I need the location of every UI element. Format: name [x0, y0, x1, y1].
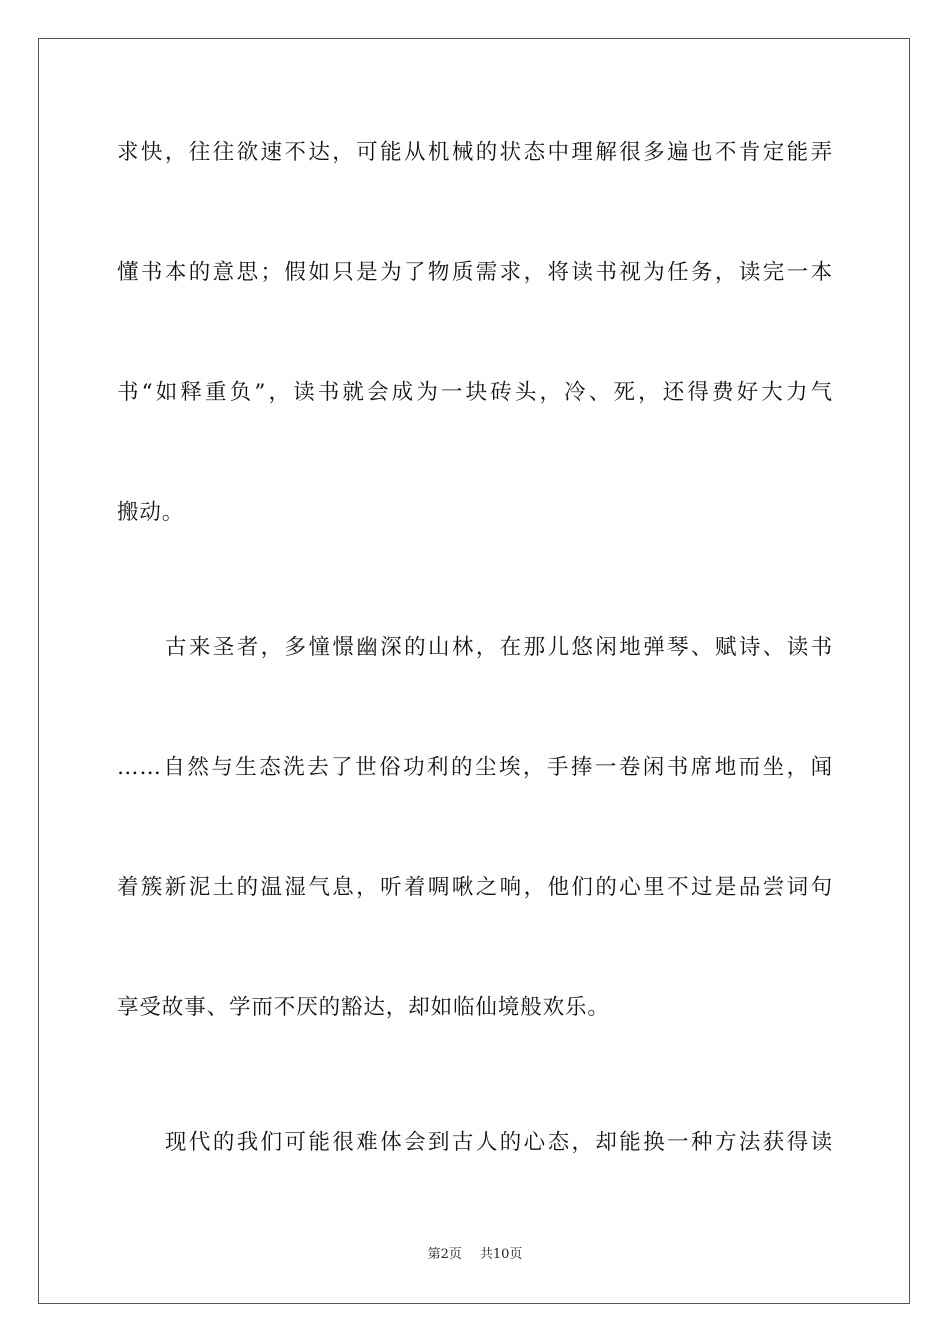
text-line: 搬动。 — [117, 500, 185, 525]
text-line: 现代的我们可能很难体会到古人的心态，却能换一种方法获得读 — [165, 1130, 833, 1155]
text-line: 古来圣者，多憧憬幽深的山林，在那儿悠闲地弹琴、赋诗、读书 — [165, 635, 833, 660]
text-line: 着簇新泥土的温湿气息，听着啁啾之响，他们的心里不过是品尝词句 — [117, 875, 833, 900]
text-line: 享受故事、学而不厌的豁达，却如临仙境般欢乐。 — [117, 995, 610, 1020]
page-number: 第2页 — [427, 1247, 462, 1262]
page-footer — [0, 1246, 950, 1264]
page-border — [38, 38, 910, 1304]
page-total: 共10页 — [479, 1247, 523, 1262]
text-line: 书“如释重负”，读书就会成为一块砖头，冷、死，还得费好大力气 — [117, 380, 833, 405]
text-line: 懂书本的意思；假如只是为了物质需求，将读书视为任务，读完一本 — [117, 260, 833, 285]
text-line: ……自然与生态洗去了世俗功利的尘埃，手捧一卷闲书席地而坐，闻 — [117, 755, 833, 780]
text-line: 求快，往往欲速不达，可能从机械的状态中理解很多遍也不肯定能弄 — [117, 140, 833, 165]
